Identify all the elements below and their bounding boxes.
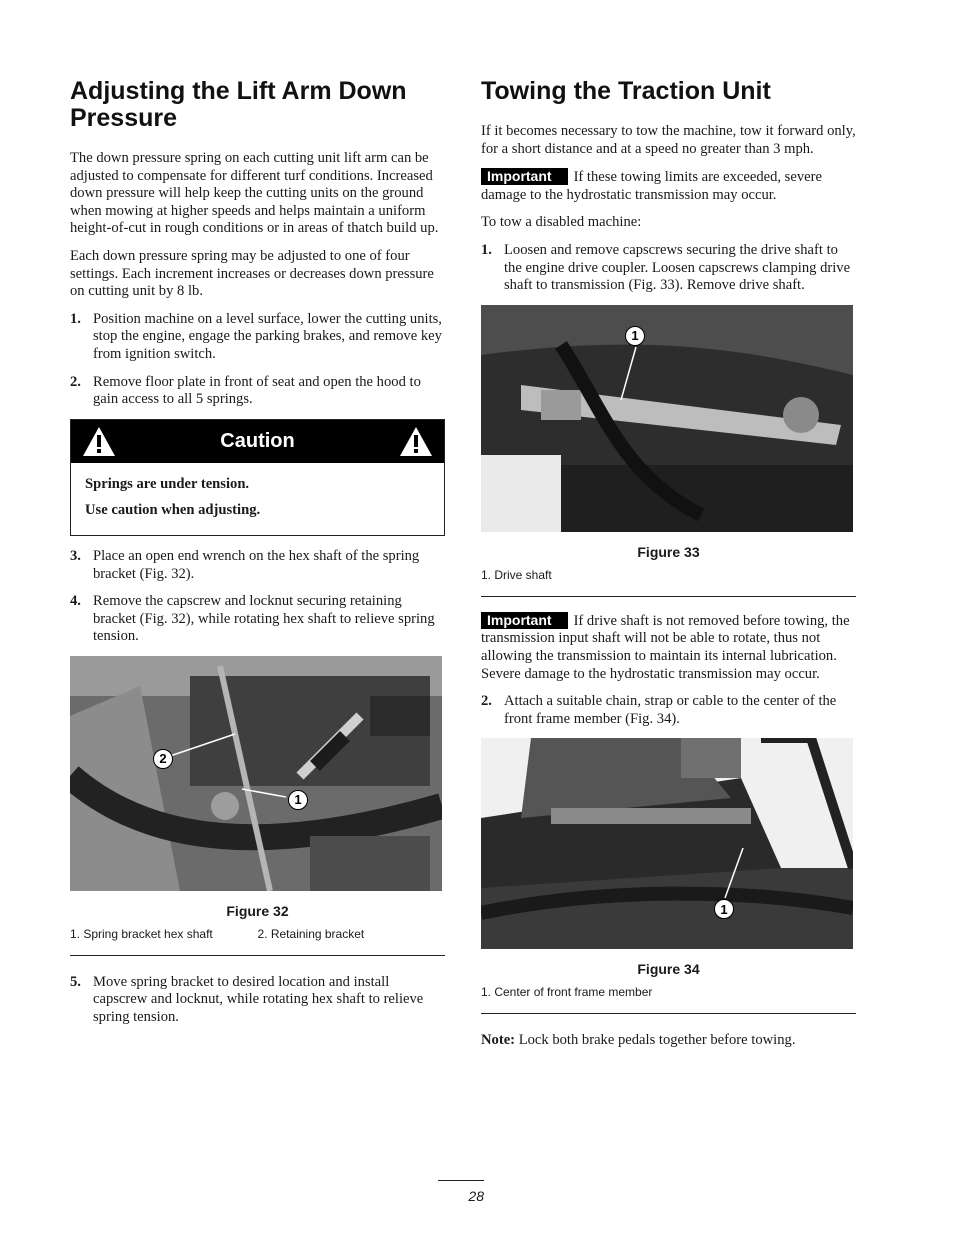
- important-label: Important: [481, 612, 568, 629]
- note: [481, 1032, 856, 1050]
- step-number: 1.: [481, 241, 492, 258]
- step-text: Remove floor plate in front of seat and open the hood to gain access to all 5 springs.: [93, 373, 421, 408]
- caution-body: [71, 463, 444, 535]
- caution-line-1: Springs are under tension.: [85, 475, 250, 492]
- towing-intro: If it becomes necessary to tow the machine, tow it forward only, for a short distance and at a speed no greater than 3 mph.: [481, 123, 856, 157]
- step-text: Place an open end wrench on the hex shaft of the spring bracket (Fig. 32).: [93, 547, 420, 582]
- step-2: [70, 374, 445, 409]
- tow-step-2: [481, 693, 856, 728]
- lift-arm-intro: The down pressure spring on each cutting unit lift arm can be adjusted to compensate for different turf conditions. Increased down pressure will help keep the cutting units on the ground when mowing at higher speeds and helps maintain a uniform height-of-cut in rough conditions or in areas of thatch build up.: [70, 150, 439, 237]
- note-label: Note:: [481, 1032, 516, 1049]
- tow-step-1: [481, 242, 856, 295]
- figure-33-caption: Figure 33: [637, 543, 700, 560]
- step-number: 2.: [481, 693, 492, 710]
- figure-34-caption: Figure 34: [637, 961, 700, 978]
- step-number: 2.: [70, 373, 81, 390]
- important-label: Important: [481, 168, 568, 185]
- step-number: 5.: [70, 973, 81, 990]
- legend-item-1: 1. Center of front frame member: [481, 985, 653, 1000]
- caution-header: [71, 420, 444, 463]
- figure-32-caption: Figure 32: [226, 902, 289, 919]
- figure-34-legend: [481, 985, 856, 1014]
- caution-title: Caution: [220, 429, 295, 452]
- figure-33-photo: [481, 305, 853, 532]
- left-column: [70, 78, 445, 1037]
- warning-triangle-icon: [82, 426, 116, 463]
- warning-triangle-icon: [399, 426, 433, 463]
- figure-32-callout-2: 2: [153, 749, 173, 769]
- lift-arm-steps-c: [70, 974, 445, 1027]
- figure-32-photo: [70, 656, 442, 891]
- towing-heading: Towing the Traction Unit: [481, 77, 771, 105]
- tow-lead-in: To tow a disabled machine:: [481, 214, 642, 231]
- legend-item-1: 1. Drive shaft: [481, 567, 552, 582]
- towing-steps-a: [481, 242, 856, 295]
- note-text: Lock both brake pedals together before towing.: [515, 1032, 796, 1049]
- towing-steps-b: [481, 693, 856, 728]
- legend-item-2: 2. Retaining bracket: [257, 926, 365, 941]
- important-text: If these towing limits are exceeded, severe damage to the hydrostatic transmission may occur.: [481, 169, 822, 203]
- step-3: [70, 548, 445, 583]
- step-text: Remove the capscrew and locknut securing retaining bracket (Fig. 32), while rotating hex shaft to relieve spring tension.: [93, 593, 435, 645]
- lift-arm-steps-a: [70, 311, 445, 409]
- important-note-2: [481, 612, 856, 683]
- figure-34-photo: [481, 738, 853, 949]
- step-number: 4.: [70, 593, 81, 610]
- lift-arm-settings: Each down pressure spring may be adjusted to one of four settings. Each increment increases or decreases down pressure on cutting unit by 8 lb.: [70, 247, 434, 300]
- caution-line-2: Use caution when adjusting.: [85, 502, 261, 519]
- step-text: Attach a suitable chain, strap or cable to the center of the front frame member (Fig. 34).: [504, 693, 837, 727]
- step-number: 3.: [70, 547, 81, 564]
- step-5: [70, 974, 445, 1027]
- figure-34-callout-1: 1: [714, 899, 734, 919]
- page-number: 28: [438, 1180, 484, 1204]
- legend-item-1: 1. Spring bracket hex shaft: [70, 926, 213, 941]
- figure-33-callout-1: 1: [625, 326, 645, 346]
- important-note-1: [481, 168, 856, 204]
- step-1: [70, 311, 445, 364]
- step-text: Move spring bracket to desired location and install capscrew and locknut, while rotating hex shaft to relieve spring tension.: [93, 973, 424, 1026]
- figure-33-legend: [481, 568, 856, 597]
- important-text: If drive shaft is not removed before towing, the transmission input shaft will not be able to rotate, thus not allowing the transmission to maintain its internal lubrication. Severe damage to the hydrostatic transmission may occur.: [481, 612, 850, 682]
- step-text: Position machine on a level surface, lower the cutting units, stop the engine, engage the parking brakes, and remove key from ignition switch.: [93, 310, 442, 362]
- step-number: 1.: [70, 310, 81, 327]
- right-column: [481, 78, 856, 1060]
- caution-box: [70, 419, 445, 536]
- figure-32-legend: [70, 927, 445, 956]
- step-text: Loosen and remove capscrews securing the drive shaft to the engine drive coupler. Loosen capscrews clamping drive shaft to transmission (Fig. 33). Remove drive shaft.: [504, 241, 851, 294]
- lift-arm-heading: Adjusting the Lift Arm Down Pressure: [70, 77, 407, 132]
- lift-arm-steps-b: [70, 548, 445, 646]
- figure-32-callout-1: 1: [288, 790, 308, 810]
- step-4: [70, 593, 445, 646]
